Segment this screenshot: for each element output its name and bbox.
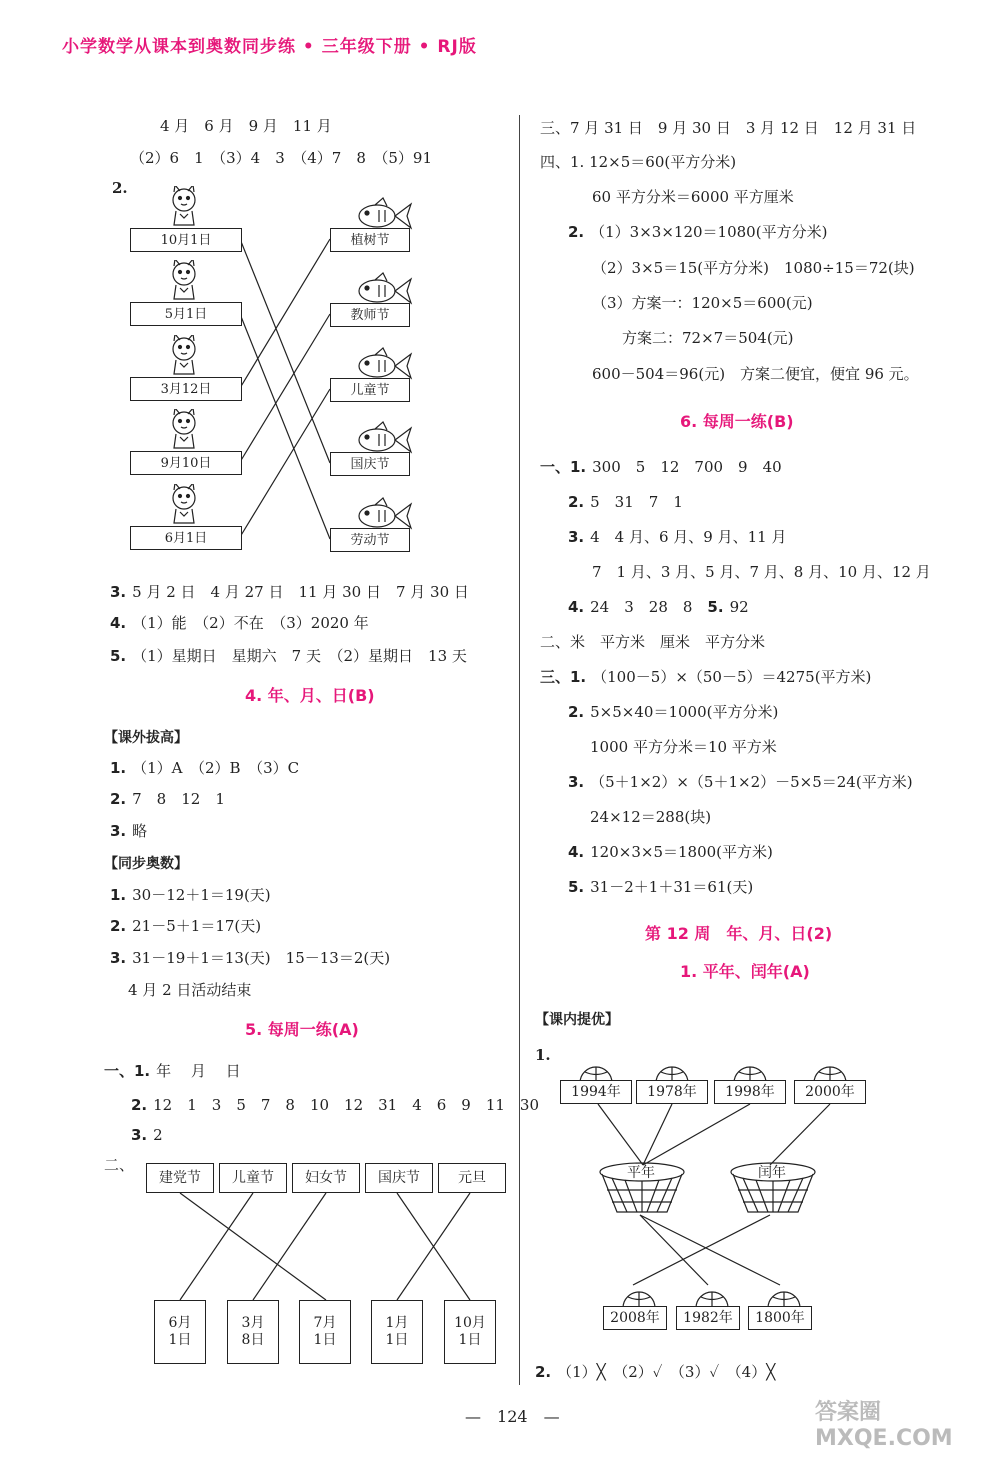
subsection-title: 【课内提优】 [535, 1012, 619, 1028]
answer-line: 3. 略 [110, 822, 148, 840]
question-number: 1. [535, 1046, 551, 1064]
answer-line: 1. （1）A （2）B （3）C [110, 759, 300, 777]
answer-line: 1000 平方分米＝10 平方米 [590, 738, 777, 756]
section-title: 6. 每周一练(B) [680, 412, 794, 431]
holiday-box: 儿童节 [219, 1163, 287, 1193]
year-box: 1800年 [748, 1306, 812, 1330]
answer-line: 4. （1）能 （2）不在 （3）2020 年 [110, 614, 369, 632]
answer-line: 5. （1）星期日 星期六 7 天 （2）星期日 13 天 [110, 647, 467, 665]
basket-label: 闰年 [758, 1165, 786, 1181]
date-box: 5月1日 [130, 302, 242, 326]
year-box: 1998年 [714, 1080, 786, 1104]
holiday-date-box: 1月 1日 [371, 1300, 423, 1364]
basketball-icon [767, 1288, 801, 1308]
answer-line: （2）6 1 （3）4 3 （4）7 8 （5）91 [130, 149, 433, 167]
answer-line: 5. 31－2＋1＋31＝61(天) [568, 878, 754, 896]
answer-line: 一、1. 年 月 日 [104, 1062, 241, 1080]
basketball-icon [622, 1288, 656, 1308]
answer-line: 2. 5 31 7 1 [568, 493, 683, 511]
answer-line: 二、 [104, 1156, 135, 1174]
answer-line: 方案二：72×7＝504(元) [622, 329, 794, 347]
festival-box: 植树节 [330, 228, 410, 252]
section-title: 1. 平年、闰年(A) [680, 962, 810, 981]
festival-box: 劳动节 [330, 528, 410, 552]
date-box: 6月1日 [130, 526, 242, 550]
holiday-box: 建党节 [146, 1163, 214, 1193]
year-box: 1978年 [636, 1080, 708, 1104]
answer-line: 24×12＝288(块) [590, 808, 712, 826]
holiday-date-box: 10月 1日 [444, 1300, 496, 1364]
basket-label: 平年 [627, 1165, 655, 1181]
answer-line: 4 月 6 月 9 月 11 月 [160, 117, 332, 135]
cat-icon [166, 409, 202, 449]
answer-line: 4 月 2 日活动结束 [128, 981, 252, 999]
holiday-box: 妇女节 [292, 1163, 360, 1193]
answer-line: 2. （1）╳ （2）✓ （3）✓ （4）╳ [535, 1363, 776, 1381]
fish-icon [355, 496, 415, 530]
week-title: 第 12 周 年、月、日(2) [645, 924, 833, 943]
answer-line: 3. 31－19＋1＝13(天) 15－13＝2(天) [110, 949, 391, 967]
fish-icon [355, 346, 415, 380]
answer-line: 2. 5×5×40＝1000(平方分米) [568, 703, 779, 721]
cat-icon [166, 335, 202, 375]
answer-line: 3. （5＋1×2）×（5＋1×2）－5×5＝24(平方米) [568, 773, 913, 791]
answer-line: 3. 4 4 月、6 月、9 月、11 月 [568, 528, 787, 546]
cat-icon [166, 484, 202, 524]
subsection-title: 【课外拔高】 [104, 730, 188, 746]
page-number: — 124 — [465, 1407, 560, 1426]
basketball-icon [695, 1288, 729, 1308]
answer-line: 60 平方分米＝6000 平方厘米 [592, 188, 794, 206]
answer-line: 3. 5 月 2 日 4 月 27 日 11 月 30 日 7 月 30 日 [110, 583, 469, 601]
section-title: 5. 每周一练(A) [245, 1020, 359, 1039]
holiday-box: 国庆节 [365, 1163, 433, 1193]
year-box: 2008年 [603, 1306, 667, 1330]
answer-line: 三、7 月 31 日 9 月 30 日 3 月 12 日 12 月 31 日 [540, 119, 917, 137]
answer-line: 4. 24 3 28 8 5. 92 [568, 598, 749, 616]
date-box: 9月10日 [130, 451, 242, 475]
festival-box: 国庆节 [330, 452, 410, 476]
festival-box: 教师节 [330, 303, 410, 327]
fish-icon [355, 271, 415, 305]
date-box: 3月12日 [130, 377, 242, 401]
question-number: 2. [112, 179, 128, 197]
cat-icon [166, 186, 202, 226]
holiday-date-box: 3月 8日 [227, 1300, 279, 1364]
answer-line: 2. 21－5＋1＝17(天) [110, 917, 262, 935]
answer-line: 一、1. 300 5 12 700 9 40 [540, 458, 782, 476]
festival-box: 儿童节 [330, 378, 410, 402]
answer-line: 2. 12 1 3 5 7 8 10 12 31 4 6 9 11 30 [131, 1096, 540, 1114]
answer-line: 三、1. （100－5）×（50－5）＝4275(平方米) [540, 668, 872, 686]
answer-line: 600－504＝96(元) 方案二便宜，便宜 96 元。 [592, 365, 919, 383]
date-box: 10月1日 [130, 228, 242, 252]
holiday-date-box: 7月 1日 [299, 1300, 351, 1364]
year-box: 1994年 [560, 1080, 632, 1104]
answer-line: （3）方案一：120×5＝600(元) [592, 294, 813, 312]
subsection-title: 【同步奥数】 [104, 856, 188, 872]
answer-line: 2. （1）3×3×120＝1080(平方分米) [568, 223, 828, 241]
fish-icon [355, 420, 415, 454]
answer-line: 2. 7 8 12 1 [110, 790, 225, 808]
answer-line: （2）3×5＝15(平方分米) 1080÷15＝72(块) [592, 259, 915, 277]
year-box: 2000年 [794, 1080, 866, 1104]
answer-line: 7 1 月、3 月、5 月、7 月、8 月、10 月、12 月 [592, 563, 931, 581]
holiday-date-box: 6月 1日 [154, 1300, 206, 1364]
answer-line: 4. 120×3×5＝1800(平方米) [568, 843, 773, 861]
watermark: 答案圈 MXQE.COM [815, 1400, 953, 1451]
cat-icon [166, 260, 202, 300]
holiday-box: 元旦 [438, 1163, 506, 1193]
fish-icon [355, 196, 415, 230]
year-box: 1982年 [676, 1306, 740, 1330]
answer-line: 3. 2 [131, 1126, 163, 1144]
answer-line: 二、米 平方米 厘米 平方分米 [540, 633, 766, 651]
section-title: 4. 年、月、日(B) [245, 686, 375, 705]
answer-line: 1. 30－12＋1＝19(天) [110, 886, 271, 904]
book-header: 小学数学从课本到奥数同步练 • 三年级下册 • RJ版 [62, 37, 477, 57]
answer-line: 四、1. 12×5＝60(平方分米) [540, 153, 737, 171]
